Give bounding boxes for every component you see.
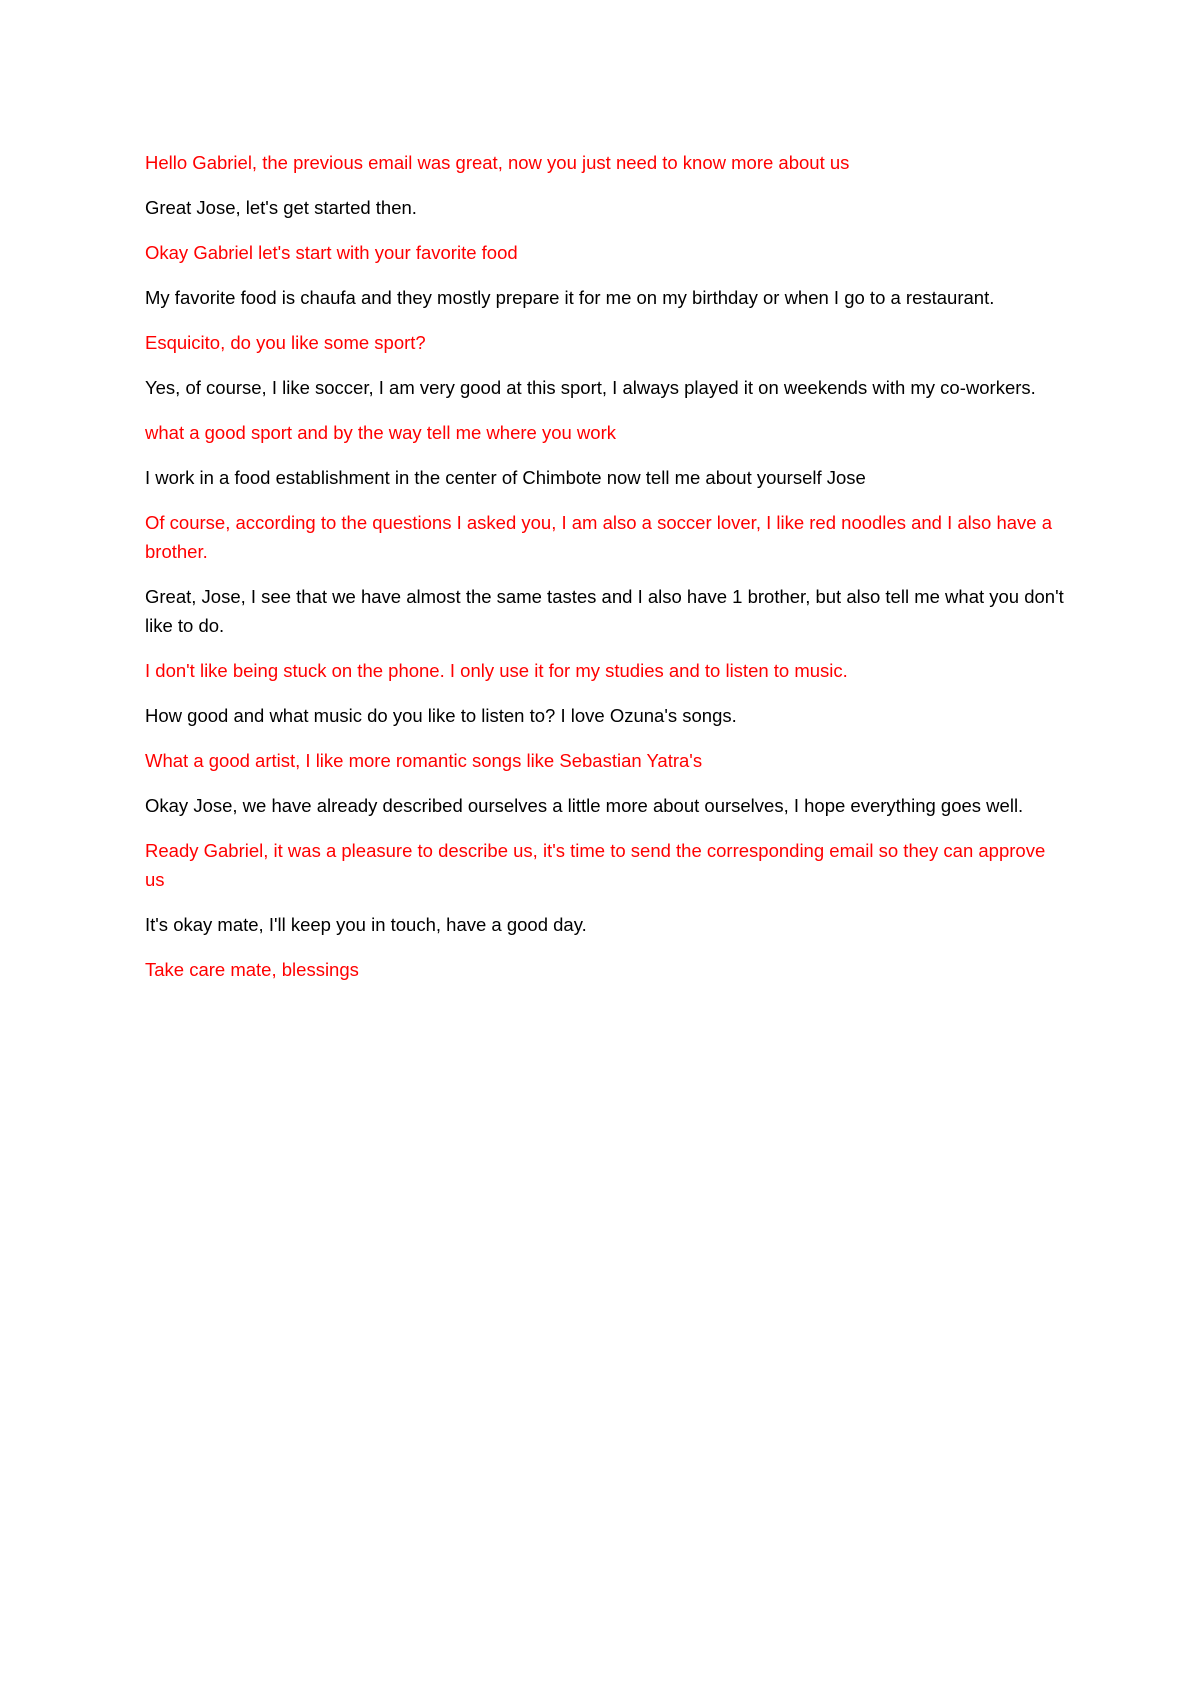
paragraph-7: what a good sport and by the way tell me where you work [145, 422, 616, 443]
paragraph-8: I work in a food establishment in the center of Chimbote now tell me about yourself Jose [145, 467, 866, 488]
paragraph-10: Great, Jose, I see that we have almost the same tastes and I also have 1 brother, but also tell me what you don't like to do. [145, 586, 1064, 636]
paragraph-3: Okay Gabriel let's start with your favorite food [145, 242, 518, 263]
paragraph-11: I don't like being stuck on the phone. I only use it for my studies and to listen to music. [145, 660, 848, 681]
document-body [145, 148, 1065, 1000]
paragraph-5: Esquicito, do you like some sport? [145, 332, 426, 353]
paragraph-2: Great Jose, let's get started then. [145, 197, 417, 218]
paragraph-14: Okay Jose, we have already described ourselves a little more about ourselves, I hope everything goes well. [145, 795, 1024, 816]
paragraph-1: Hello Gabriel, the previous email was great, now you just need to know more about us [145, 152, 850, 173]
paragraph-6: Yes, of course, I like soccer, I am very good at this sport, I always played it on weekends with my co-workers. [145, 377, 1036, 398]
paragraph-13: What a good artist, I like more romantic songs like Sebastian Yatra's [145, 750, 703, 771]
paragraph-12: How good and what music do you like to listen to? I love Ozuna's songs. [145, 705, 737, 726]
paragraph-16: It's okay mate, I'll keep you in touch, have a good day. [145, 914, 587, 935]
paragraph-9: Of course, according to the questions I asked you, I am also a soccer lover, I like red noodles and I also have a brother. [145, 512, 1053, 562]
paragraph-4: My favorite food is chaufa and they mostly prepare it for me on my birthday or when I go to a restaurant. [145, 287, 995, 308]
paragraph-15: Ready Gabriel, it was a pleasure to describe us, it's time to send the corresponding email so they can approve us [145, 840, 1046, 890]
paragraph-17: Take care mate, blessings [145, 959, 359, 980]
